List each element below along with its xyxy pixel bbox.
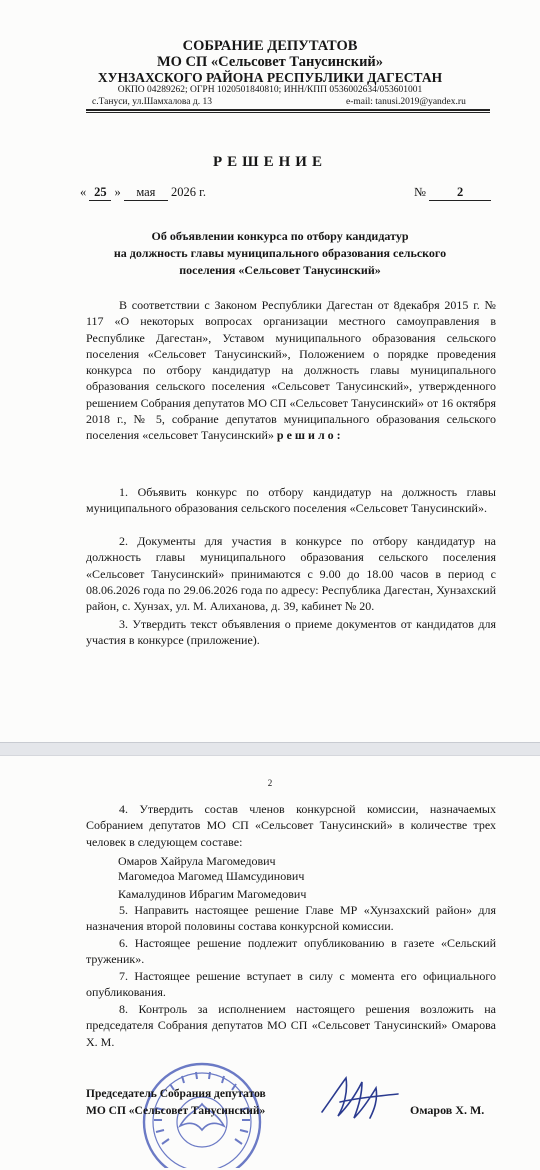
preamble-text: В соответствии с Законом Республики Дагестан от 8декабря 2015 г. № 117 «О некоторых вопросах организации местного самоуправления в Республике Дагестан», Уставом муниципального образования сельского поселения «Сельсовет Танусинский», Положением о порядке проведения конкурса по отбору кандидатур на должность главы муниципального образования сельского поселения «Сельсовет Танусинский», утвержденного решением Собрания депутатов МО СП «Сельсовет Танусинский» от 16 октября 2018 г., № 5, собрание депутатов муниципального образования сельского поселения «сельсовет Танусинский»	[86, 298, 496, 443]
header-municipality: МО СП «Сельсовет Танусинский»	[156, 54, 384, 70]
item-5: 5. Направить настоящее решение Главе МР «Хунзахский район» для назначения второй половины состава конкурсной комиссии.	[86, 903, 496, 934]
preamble-paragraph	[86, 297, 496, 444]
item-3: 3. Утвердить текст объявления о приеме документов от кандидатов для участия в конкурсе (приложение).	[86, 617, 496, 648]
page-gap	[0, 742, 540, 756]
subject-line-2: на должность главы муниципального образования сельского	[113, 246, 447, 260]
signatory-title-line-1: Председатель Собрания депутатов	[86, 1088, 266, 1100]
commission-member-3: Камалудинов Ибрагим Магомедович	[118, 887, 307, 901]
header-divider	[86, 109, 490, 111]
subject-line-1: Об объявлении конкурса по отбору кандидатур	[151, 229, 409, 243]
resolved-label: решило:	[276, 428, 344, 443]
decision-title: РЕШЕНИЕ	[213, 154, 327, 170]
item-8: 8. Контроль за исполнением настоящего решения возложить на председателя Собрания депутатов МО СП «Сельсовет Танусинский» Омарова Х. М.	[86, 1002, 496, 1049]
header-divider-thin	[86, 112, 490, 113]
decision-date	[80, 185, 206, 201]
commission-member-1: Омаров Хайрула Магомедович	[118, 854, 276, 868]
subject-line-3: поселения «Сельсовет Танусинский»	[179, 263, 381, 277]
commission-member-2: Магомедоа Магомед Шамсудинович	[118, 869, 305, 883]
header-organization: СОБРАНИЕ ДЕПУТАТОВ	[182, 38, 358, 54]
signatory-title-line-2: МО СП «Сельсовет Танусинский»	[86, 1105, 266, 1117]
item-7: 7. Настоящее решение вступает в силу с момента его официального опубликования.	[86, 969, 496, 1000]
date-year: 2026 г.	[171, 185, 206, 199]
header-codes: ОКПО 04289262; ОГРН 1020501840810; ИНН/КПП 0536002634/053601001	[117, 85, 423, 95]
header-email: e-mail: tanusi.2019@yandex.ru	[346, 97, 466, 107]
number-label: №	[414, 185, 426, 199]
date-close-quote: »	[114, 185, 121, 199]
item-2: 2. Документы для участия в конкурсе по отбору кандидатур на должность главы муниципального образования сельского поселения «Сельсовет Танусинский» принимаются с 9.00 до 18.00 часов в период с 08.06.2026 года по 29.06.2026 года по адресу: Республика Дагестан, Хунзахский район, с. Хунзах, ул. М. Алиханова, д. 39, кабинет № 20.	[86, 534, 496, 614]
signatory-title	[86, 1086, 266, 1120]
decision-subject	[60, 228, 500, 279]
header-address: с.Тануси, ул.Шамхалова д. 13	[92, 97, 212, 107]
number-value: 2	[429, 185, 491, 201]
date-open-quote: «	[80, 185, 87, 199]
date-day: 25	[89, 185, 111, 201]
signatory-name: Омаров Х. М.	[410, 1103, 485, 1117]
decision-number	[414, 185, 491, 201]
handwritten-signature	[318, 1072, 400, 1124]
item-6: 6. Настоящее решение подлежит опубликованию в газете «Сельский труженик».	[86, 936, 496, 967]
date-month: мая	[124, 185, 168, 201]
header-district: ХУНЗАХСКОГО РАЙОНА РЕСПУБЛИКИ ДАГЕСТАН	[97, 70, 443, 85]
item-4: 4. Утвердить состав членов конкурсной комиссии, назначаемых Собранием депутатов МО СП «Сельсовет Танусинский» в количестве трех человек в следующем составе:	[86, 802, 496, 849]
page-number: 2	[267, 778, 273, 788]
item-1: 1. Объявить конкурс по отбору кандидатур на должность главы муниципального образования сельского поселения «Сельсовет Танусинский».	[86, 485, 496, 516]
